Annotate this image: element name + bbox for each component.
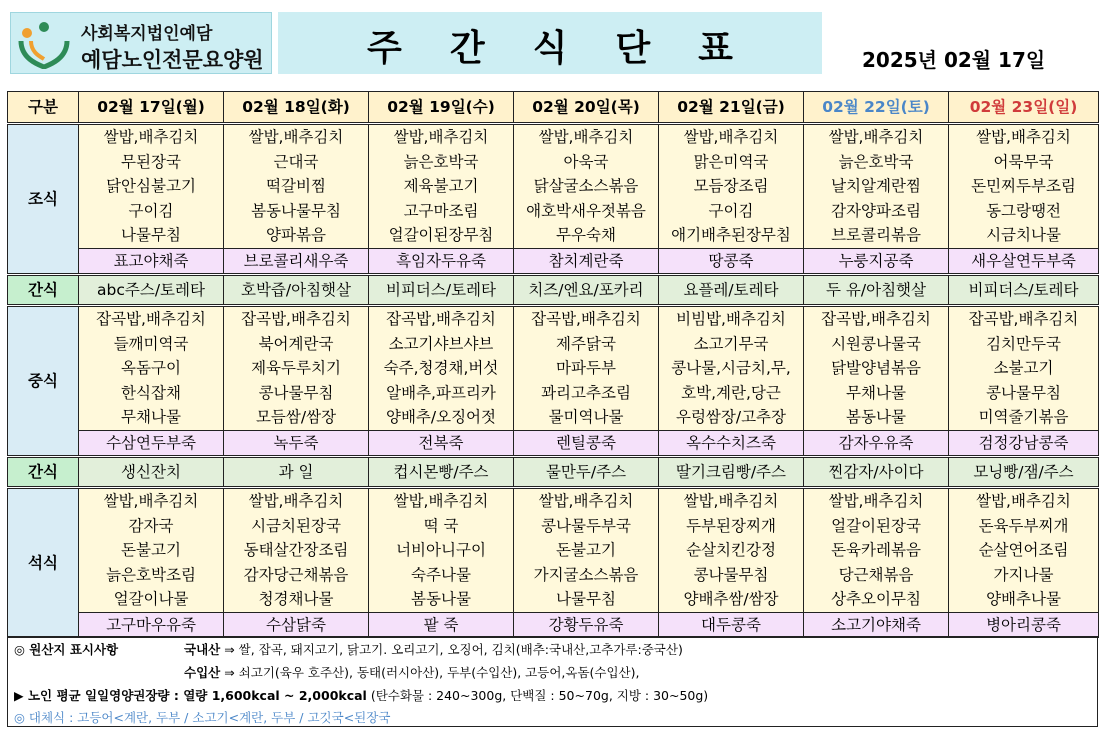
menu-item: 잡곡밥,배추김치: [514, 306, 659, 332]
menu-item: 가지나물: [949, 563, 1099, 588]
menu-item: 감자국: [79, 514, 224, 539]
porridge-item: 새우살연두부죽: [949, 248, 1099, 275]
title-box: [278, 12, 822, 74]
lunch-row: [8, 306, 1099, 332]
menu-item: 늙은호박국: [804, 150, 949, 175]
snack-item: 호박즙/아침햇살: [224, 275, 369, 306]
menu-item: 너비아니구이: [369, 538, 514, 563]
snack-item: 비피더스/토레타: [369, 275, 514, 306]
org-name-line1: 사회복지법인예담: [81, 24, 213, 44]
menu-item: 나물무침: [514, 587, 659, 612]
menu-item: 구이김: [79, 199, 224, 224]
menu-item: 콩나물무침: [224, 381, 369, 406]
dinner-porridge-row: [8, 612, 1099, 638]
menu-item: 잡곡밥,배추김치: [369, 306, 514, 332]
snack-item: 모닝빵/잼/주스: [949, 457, 1099, 488]
menu-item: 늙은호박조림: [79, 563, 224, 588]
menu-item: 감자당근채볶음: [224, 563, 369, 588]
menu-item: 떡갈비찜: [224, 174, 369, 199]
menu-item: 제육두루치기: [224, 356, 369, 381]
breakfast-row: [8, 174, 1099, 199]
menu-item: 소고기샤브샤브: [369, 332, 514, 357]
menu-item: 옥돔구이: [79, 356, 224, 381]
menu-item: 미역줄기볶음: [949, 405, 1099, 430]
breakfast-row: [8, 199, 1099, 224]
menu-item: 쌀밥,배추김치: [224, 124, 369, 150]
menu-item: 돈불고기: [79, 538, 224, 563]
lunch-porridge-row: [8, 430, 1099, 457]
lunch-label: 중식: [8, 306, 79, 457]
menu-item: 무채나물: [804, 381, 949, 406]
menu-item: 모듬장조림: [659, 174, 804, 199]
porridge-item: 소고기야채죽: [804, 612, 949, 638]
menu-item: 가지굴소스볶음: [514, 563, 659, 588]
menu-item: 아욱국: [514, 150, 659, 175]
morning-snack-label: 간식: [8, 275, 79, 306]
snack-item: 비피더스/토레타: [949, 275, 1099, 306]
porridge-item: 옥수수치즈죽: [659, 430, 804, 457]
lunch-row: [8, 405, 1099, 430]
menu-item: 양파볶음: [224, 223, 369, 248]
porridge-item: 녹두죽: [224, 430, 369, 457]
snack-item: 생신잔치: [79, 457, 224, 488]
snack-item: 딸기크림빵/주스: [659, 457, 804, 488]
org-name-line2: 예담노인전문요양원: [81, 48, 264, 72]
porridge-item: 병아리콩죽: [949, 612, 1099, 638]
menu-item: 비빔밥,배추김치: [659, 306, 804, 332]
breakfast-label: 조식: [8, 124, 79, 275]
menu-item: 동태살간장조림: [224, 538, 369, 563]
menu-date: 2025년 02월 17일: [862, 48, 1046, 72]
snack-item: 컵시몬빵/주스: [369, 457, 514, 488]
menu-item: 콩나물,시금치,무,: [659, 356, 804, 381]
menu-item: 당근채볶음: [804, 563, 949, 588]
menu-item: 닭안심불고기: [79, 174, 224, 199]
menu-item: 두부된장찌개: [659, 514, 804, 539]
corner-label: 구분: [8, 92, 79, 124]
menu-item: 모듬쌈/쌈장: [224, 405, 369, 430]
breakfast-row: [8, 223, 1099, 248]
snack-item: 물만두/주스: [514, 457, 659, 488]
morning-snack-row: [8, 275, 1099, 306]
menu-item: 얼갈이나물: [79, 587, 224, 612]
menu-item: 쌀밥,배추김치: [79, 124, 224, 150]
menu-item: 소고기무국: [659, 332, 804, 357]
menu-item: 떡 국: [369, 514, 514, 539]
menu-item: 동그랑땡전: [949, 199, 1099, 224]
breakfast-porridge-row: [8, 248, 1099, 275]
dinner-row: [8, 488, 1099, 514]
menu-item: 쌀밥,배추김치: [514, 124, 659, 150]
menu-item: 북어계란국: [224, 332, 369, 357]
menu-item: 무된장국: [79, 150, 224, 175]
menu-item: 애호박새우젓볶음: [514, 199, 659, 224]
menu-item: 무우숙채: [514, 223, 659, 248]
lunch-row: [8, 356, 1099, 381]
menu-item: 애기배추된장무침: [659, 223, 804, 248]
heart-logo-icon: [15, 19, 73, 69]
menu-item: 봄동나물무침: [224, 199, 369, 224]
snack-item: 찐감자/사이다: [804, 457, 949, 488]
menu-item: 무채나물: [79, 405, 224, 430]
dinner-label: 석식: [8, 488, 79, 638]
organization-logo: [10, 12, 272, 74]
porridge-item: 팥 죽: [369, 612, 514, 638]
menu-item: 양배추/오징어젓: [369, 405, 514, 430]
menu-item: 쌀밥,배추김치: [79, 488, 224, 514]
notes-section: [7, 636, 1098, 727]
menu-item: 얼갈이된장국: [804, 514, 949, 539]
menu-item: 쌀밥,배추김치: [514, 488, 659, 514]
menu-item: 순살치킨강정: [659, 538, 804, 563]
menu-item: 날치알계란찜: [804, 174, 949, 199]
menu-item: 근대국: [224, 150, 369, 175]
porridge-item: 감자우유죽: [804, 430, 949, 457]
menu-item: 제주닭국: [514, 332, 659, 357]
porridge-item: 누룽지공죽: [804, 248, 949, 275]
porridge-item: 참치계란죽: [514, 248, 659, 275]
day-header: 02월 22일(토): [804, 92, 949, 124]
porridge-item: 브로콜리새우죽: [224, 248, 369, 275]
afternoon-snack-row: [8, 457, 1099, 488]
menu-item: 닭살굴소스볶음: [514, 174, 659, 199]
day-header-row: [8, 92, 1099, 124]
menu-item: 쌀밥,배추김치: [224, 488, 369, 514]
domestic-origin: 국내산 ⇒ 쌀, 잡곡, 돼지고기, 닭고기. 오리고기, 오징어, 김치(배추:국내산,고추가루:중국산): [184, 642, 683, 657]
menu-item: 콩나물두부국: [514, 514, 659, 539]
menu-item: 물미역나물: [514, 405, 659, 430]
menu-item: 청경채나물: [224, 587, 369, 612]
menu-item: 나물무침: [79, 223, 224, 248]
lunch-row: [8, 381, 1099, 406]
origin-title: ◎ 원산지 표시사항: [14, 642, 119, 657]
porridge-item: 표고야채죽: [79, 248, 224, 275]
menu-item: 잡곡밥,배추김치: [949, 306, 1099, 332]
menu-item: 양배추나물: [949, 587, 1099, 612]
snack-item: abc주스/토레타: [79, 275, 224, 306]
menu-item: 잡곡밥,배추김치: [79, 306, 224, 332]
menu-item: 마파두부: [514, 356, 659, 381]
dinner-row: [8, 587, 1099, 612]
porridge-item: 대두콩죽: [659, 612, 804, 638]
nutrition-guideline: ▶ 노인 평균 일일영양권장량 : 열량 1,600kcal ~ 2,000kcal (탄수화물 : 240~300g, 단백질 : 50~70g, 지방 : 30~50g): [14, 688, 709, 703]
porridge-item: 수삼연두부죽: [79, 430, 224, 457]
import-origin: 수입산 ⇒ 쇠고기(육우 호주산), 동태(러시아산), 두부(수입산), 고등어,옥돔(수입산),: [184, 665, 640, 680]
day-header: 02월 17일(월): [79, 92, 224, 124]
menu-item: 쌀밥,배추김치: [949, 488, 1099, 514]
dinner-row: [8, 514, 1099, 539]
menu-item: 제육불고기: [369, 174, 514, 199]
menu-item: 김치만두국: [949, 332, 1099, 357]
menu-item: 얼갈이된장무침: [369, 223, 514, 248]
page-header: [0, 0, 1104, 88]
day-header: 02월 21일(금): [659, 92, 804, 124]
menu-item: 숙주나물: [369, 563, 514, 588]
menu-item: 호박,계란,당근: [659, 381, 804, 406]
menu-item: 봄동나물: [369, 587, 514, 612]
menu-item: 돈육카레볶음: [804, 538, 949, 563]
porridge-item: 렌틸콩죽: [514, 430, 659, 457]
menu-item: 양배추쌈/쌈장: [659, 587, 804, 612]
porridge-item: 땅콩죽: [659, 248, 804, 275]
breakfast-row: [8, 150, 1099, 175]
menu-item: 쌀밥,배추김치: [949, 124, 1099, 150]
menu-item: 닭발양념볶음: [804, 356, 949, 381]
porridge-item: 전복죽: [369, 430, 514, 457]
page-title: 주간식단표: [367, 28, 781, 69]
menu-item: 쌀밥,배추김치: [804, 124, 949, 150]
day-header: 02월 18일(화): [224, 92, 369, 124]
menu-item: 구이김: [659, 199, 804, 224]
menu-item: 봄동나물: [804, 405, 949, 430]
snack-item: 요플레/토레타: [659, 275, 804, 306]
menu-item: 시금치나물: [949, 223, 1099, 248]
menu-item: 콩나물무침: [659, 563, 804, 588]
menu-item: 시금치된장국: [224, 514, 369, 539]
snack-item: 과 일: [224, 457, 369, 488]
menu-item: 돈불고기: [514, 538, 659, 563]
menu-item: 우렁쌈장/고추장: [659, 405, 804, 430]
menu-item: 숙주,청경채,버섯: [369, 356, 514, 381]
porridge-item: 흑임자두유죽: [369, 248, 514, 275]
afternoon-snack-label: 간식: [8, 457, 79, 488]
lunch-row: [8, 332, 1099, 357]
weekly-menu-table: [7, 91, 1099, 638]
menu-item: 고구마조림: [369, 199, 514, 224]
menu-item: 돈민찌두부조림: [949, 174, 1099, 199]
menu-item: 상추오이무침: [804, 587, 949, 612]
menu-item: 한식잡채: [79, 381, 224, 406]
day-header: 02월 23일(일): [949, 92, 1099, 124]
menu-item: 쌀밥,배추김치: [659, 488, 804, 514]
menu-item: 들깨미역국: [79, 332, 224, 357]
menu-item: 쌀밥,배추김치: [369, 124, 514, 150]
menu-item: 감자양파조림: [804, 199, 949, 224]
menu-item: 맑은미역국: [659, 150, 804, 175]
menu-item: 어묵무국: [949, 150, 1099, 175]
menu-item: 콩나물무침: [949, 381, 1099, 406]
day-header: 02월 20일(목): [514, 92, 659, 124]
menu-item: 브로콜리볶음: [804, 223, 949, 248]
porridge-item: 고구마우유죽: [79, 612, 224, 638]
porridge-item: 검정강남콩죽: [949, 430, 1099, 457]
menu-item: 돈육두부찌개: [949, 514, 1099, 539]
menu-item: 순살연어조림: [949, 538, 1099, 563]
menu-item: 늙은호박국: [369, 150, 514, 175]
substitute-food: ◎ 대체식 : 고등어<계란, 두부 / 소고기<계란, 두부 / 고깃국<된장국: [14, 710, 391, 725]
menu-item: 소불고기: [949, 356, 1099, 381]
menu-item: 시원콩나물국: [804, 332, 949, 357]
menu-item: 잡곡밥,배추김치: [224, 306, 369, 332]
day-header: 02월 19일(수): [369, 92, 514, 124]
porridge-item: 강황두유죽: [514, 612, 659, 638]
breakfast-row: [8, 124, 1099, 150]
dinner-row: [8, 563, 1099, 588]
menu-item: 쌀밥,배추김치: [659, 124, 804, 150]
menu-item: 알배추,파프리카: [369, 381, 514, 406]
menu-item: 쌀밥,배추김치: [369, 488, 514, 514]
menu-item: 잡곡밥,배추김치: [804, 306, 949, 332]
snack-item: 두 유/아침햇살: [804, 275, 949, 306]
menu-item: 꽈리고추조림: [514, 381, 659, 406]
dinner-row: [8, 538, 1099, 563]
menu-item: 쌀밥,배추김치: [804, 488, 949, 514]
porridge-item: 수삼닭죽: [224, 612, 369, 638]
snack-item: 치즈/엔요/포카리: [514, 275, 659, 306]
